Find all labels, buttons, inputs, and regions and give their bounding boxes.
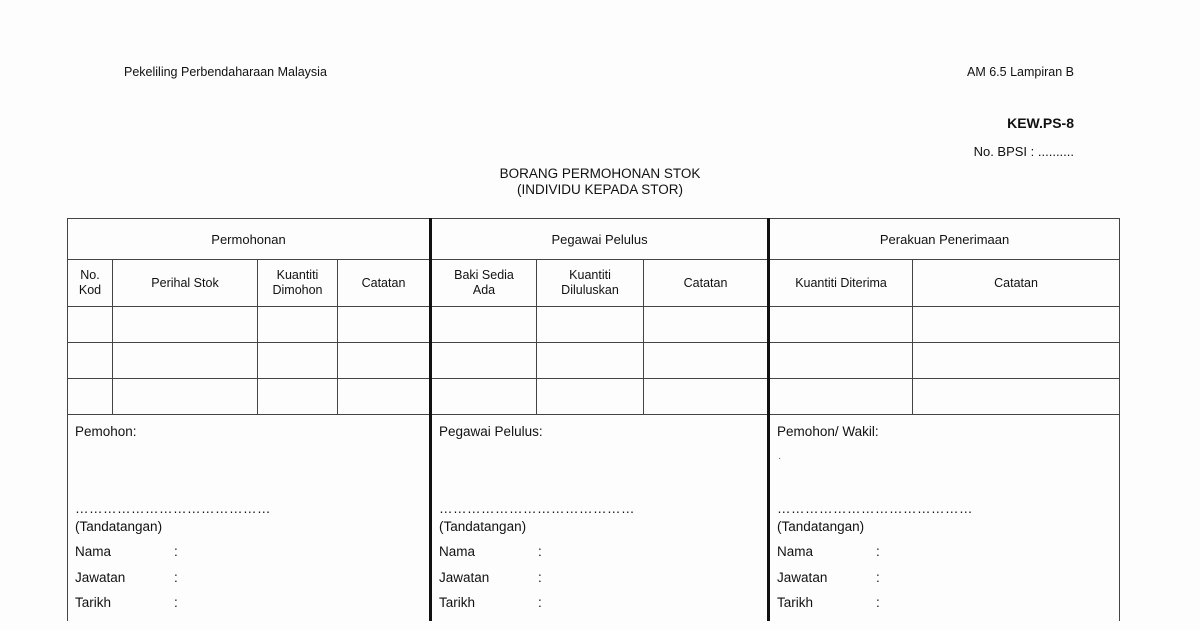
table-cell[interactable] — [644, 379, 769, 415]
table-cell[interactable] — [338, 307, 431, 343]
col-baki-sedia-ada: Baki Sedia Ada — [431, 260, 537, 307]
table-cell[interactable] — [769, 307, 913, 343]
signature-block-pemohon-wakil — [769, 415, 1120, 622]
table-cell[interactable] — [431, 307, 537, 343]
nama-colon: : — [876, 544, 880, 559]
table-cell[interactable] — [113, 307, 258, 343]
tarikh-label: Tarikh — [75, 595, 112, 610]
col-catatan-pelulus: Catatan — [644, 260, 769, 307]
table-cell[interactable] — [537, 307, 644, 343]
nama-label: Nama — [75, 544, 112, 559]
table-cell[interactable] — [769, 343, 913, 379]
nama-label: Nama — [439, 544, 476, 559]
tarikh-label: Tarikh — [777, 595, 814, 610]
table-cell[interactable] — [338, 379, 431, 415]
form-code: KEW.PS-8 — [1007, 115, 1074, 131]
jawatan-label: Jawatan — [439, 570, 490, 585]
signature-label: (Tandatangan) — [439, 519, 527, 534]
signature-line[interactable]: …………………………………… — [439, 501, 636, 516]
table-row — [68, 343, 1120, 379]
col-kuantiti-diluluskan: Kuantiti Diluluskan — [537, 260, 644, 307]
nama-colon: : — [538, 544, 542, 559]
jawatan-label: Jawatan — [75, 570, 126, 585]
table-cell[interactable] — [644, 307, 769, 343]
signature-label: (Tandatangan) — [777, 519, 865, 534]
table-row — [68, 379, 1120, 415]
appendix-reference: AM 6.5 Lampiran B — [967, 65, 1074, 79]
signature-title: Pemohon: — [75, 424, 137, 439]
table-cell[interactable] — [913, 379, 1120, 415]
signature-label: (Tandatangan) — [75, 519, 163, 534]
table-cell[interactable] — [258, 343, 338, 379]
signature-title: Pegawai Pelulus: — [439, 424, 543, 439]
col-kuantiti-dimohon: Kuantiti Dimohon — [258, 260, 338, 307]
tarikh-colon: : — [538, 595, 542, 610]
signature-block-pegawai-pelulus — [431, 415, 769, 622]
form-title — [0, 166, 1200, 198]
table-cell[interactable] — [258, 307, 338, 343]
signature-line[interactable]: …………………………………… — [777, 501, 974, 516]
table-cell[interactable] — [913, 307, 1120, 343]
jawatan-colon: : — [174, 570, 178, 585]
table-cell[interactable] — [431, 379, 537, 415]
form-title-line1: BORANG PERMOHONAN STOK — [499, 166, 701, 181]
tarikh-colon: : — [876, 595, 880, 610]
jawatan-colon: : — [876, 570, 880, 585]
table-cell[interactable] — [769, 379, 913, 415]
table-cell[interactable] — [537, 379, 644, 415]
table-cell[interactable] — [68, 379, 113, 415]
col-no-kod: No. Kod — [68, 260, 113, 307]
group-permohonan: Permohonan — [68, 219, 431, 260]
table-cell[interactable] — [644, 343, 769, 379]
table-cell[interactable] — [338, 343, 431, 379]
table-cell[interactable] — [913, 343, 1120, 379]
signature-title: Pemohon/ Wakil: — [777, 424, 879, 439]
table-cell[interactable] — [113, 379, 258, 415]
nama-label: Nama — [777, 544, 814, 559]
jawatan-label: Jawatan — [777, 570, 828, 585]
circular-reference: Pekeliling Perbendaharaan Malaysia — [124, 65, 327, 79]
table-cell[interactable] — [68, 343, 113, 379]
table-cell[interactable] — [431, 343, 537, 379]
tarikh-label: Tarikh — [439, 595, 476, 610]
table-cell[interactable] — [258, 379, 338, 415]
signature-block-pemohon — [68, 415, 431, 622]
col-catatan-permohonan: Catatan — [338, 260, 431, 307]
table-cell[interactable] — [537, 343, 644, 379]
signature-line[interactable]: …………………………………… — [75, 501, 271, 516]
stock-request-table — [67, 218, 1120, 621]
scan-speck: · — [778, 453, 782, 464]
bpsi-number: No. BPSI : .......... — [973, 144, 1074, 159]
form-title-line2: (INDIVIDU KEPADA STOR) — [516, 182, 684, 197]
jawatan-colon: : — [538, 570, 542, 585]
group-perakuan-penerimaan: Perakuan Penerimaan — [769, 219, 1120, 260]
group-pegawai-pelulus: Pegawai Pelulus — [431, 219, 769, 260]
col-kuantiti-diterima: Kuantiti Diterima — [769, 260, 913, 307]
table-row — [68, 307, 1120, 343]
col-catatan-penerimaan: Catatan — [913, 260, 1120, 307]
col-perihal-stok: Perihal Stok — [113, 260, 258, 307]
table-cell[interactable] — [113, 343, 258, 379]
nama-colon: : — [174, 544, 178, 559]
tarikh-colon: : — [174, 595, 178, 610]
table-cell[interactable] — [68, 307, 113, 343]
